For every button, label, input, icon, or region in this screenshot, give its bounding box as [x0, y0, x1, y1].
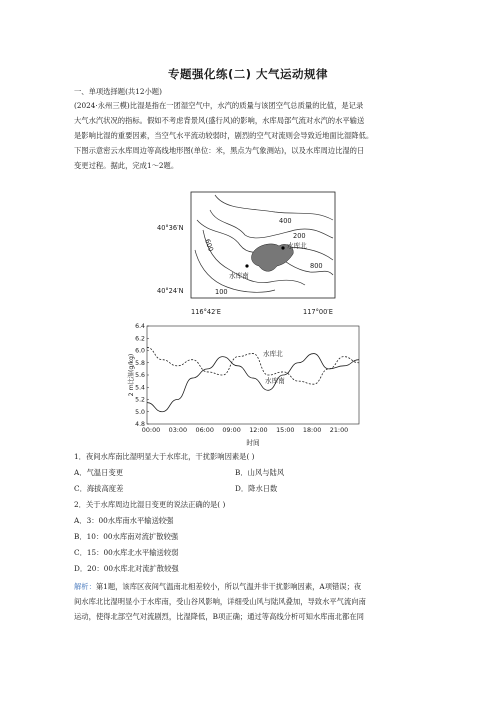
plot-area — [147, 326, 359, 424]
analysis-line: 间水库北比湿明显小于水库南，受山谷风影响，详细受山风与陆风叠加，导致水平气流向南 — [74, 597, 366, 606]
q1-option-a[interactable]: A．气温日变更 — [74, 468, 124, 477]
lon-right-label: 117°00′E — [303, 308, 333, 316]
station-north-dot — [281, 246, 284, 249]
q1-option-c[interactable]: C．海拔高度差 — [74, 484, 124, 493]
q2-option-d[interactable]: D．20：00水库北对流扩散较强 — [74, 564, 179, 573]
x-axis-label: 时间 — [246, 439, 260, 447]
q2-option-a[interactable]: A．3：00水库南水平输送较强 — [74, 516, 174, 525]
x-tick-label: 21:00 — [329, 426, 349, 434]
analysis-line — [74, 581, 434, 593]
passage-line: 变更过程。据此，完成1～2题。 — [74, 161, 179, 170]
contour-label: 200 — [293, 232, 306, 240]
question-2: 2．关于水库周边比湿日变更的说法正确的是( ) — [74, 500, 226, 509]
contour-label: 400 — [279, 217, 292, 225]
contour-map — [155, 190, 340, 320]
x-tick-label: 15:00 — [276, 426, 295, 434]
lat-top-label: 40°36′N — [157, 224, 184, 232]
analysis-line: 运动，使得北部空气对流剧烈，比湿降低，B项正确；通过等高线分析可知水库南北都在同 — [74, 612, 364, 621]
x-tick-label: 00:00 — [141, 426, 161, 434]
specific-humidity-chart — [125, 320, 365, 450]
q1-option-d[interactable]: D．降水日数 — [235, 484, 278, 493]
passage-line: 大气水汽状况的指标。假如不考虑背景风(盛行风)的影响，水库局部气流对水汽的水平输送 — [74, 116, 365, 125]
y-tick-label: 6.2 — [135, 335, 145, 343]
contour-label: 100 — [215, 288, 228, 296]
q2-option-c[interactable]: C．15：00水库北水平输送较弱 — [74, 548, 179, 557]
page-title: 专题强化练(二) 大气运动规律 — [167, 67, 328, 81]
y-tick-label: 4.8 — [135, 421, 145, 428]
x-tick-label: 09:00 — [222, 426, 241, 434]
passage-line: (2024·永州三模)比湿是指在一团湿空气中，水汽的质量与该团空气总质量的比值，是记录 — [74, 101, 364, 110]
lat-bottom-label: 40°24′N — [157, 287, 184, 295]
station-south-dot — [245, 264, 248, 267]
contour-label: 600 — [203, 237, 215, 253]
q2-option-b[interactable]: B．10：00水库南对流扩散较强 — [74, 532, 179, 541]
analysis-label: 解析： — [74, 582, 96, 591]
section-heading: 一、单项选择题(共12小题) — [74, 87, 162, 96]
lon-left-label: 116°42′E — [191, 308, 221, 316]
question-1: 1．夜间水库南比湿明显大于水库北，干扰影响因素是( ) — [74, 452, 255, 461]
y-tick-label: 6.4 — [135, 323, 145, 330]
station-north-label: 水库北 — [287, 242, 307, 250]
x-tick-label: 18:00 — [302, 426, 322, 434]
y-tick-label: 5.4 — [135, 384, 145, 392]
y-tick-label: 5.8 — [135, 359, 145, 367]
y-tick-label: 5.0 — [135, 408, 145, 416]
y-tick-label: 5.2 — [135, 396, 145, 404]
x-tick-label: 12:00 — [249, 426, 268, 434]
x-tick-label: 03:00 — [168, 426, 188, 434]
q1-option-b[interactable]: B．山风与陆风 — [235, 468, 285, 477]
y-tick-label: 6.0 — [135, 347, 145, 355]
contour-label: 800 — [310, 262, 323, 270]
passage-line: 是影响比湿的重要因素，当空气水平流动较弱时，剧烈的空气对流则会导致近地面比湿降低。 — [74, 131, 374, 140]
legend-north: 水库北 — [263, 350, 283, 358]
analysis-text: 第1题，该库区夜间气温南北相差较小，所以气温并非干扰影响因素，A项错误；夜 — [95, 582, 362, 591]
station-south-label: 水库南 — [229, 272, 249, 280]
y-axis-label: 2 m比湿(g/kg) — [128, 353, 135, 397]
x-tick-label: 06:00 — [195, 426, 214, 434]
legend-south: 水库南 — [265, 377, 285, 385]
y-tick-label: 5.6 — [135, 372, 145, 379]
passage-line: 下图示意密云水库周边等高线地形图(单位：米，黑点为气象测站)，以及水库周边比湿的日 — [74, 146, 365, 155]
